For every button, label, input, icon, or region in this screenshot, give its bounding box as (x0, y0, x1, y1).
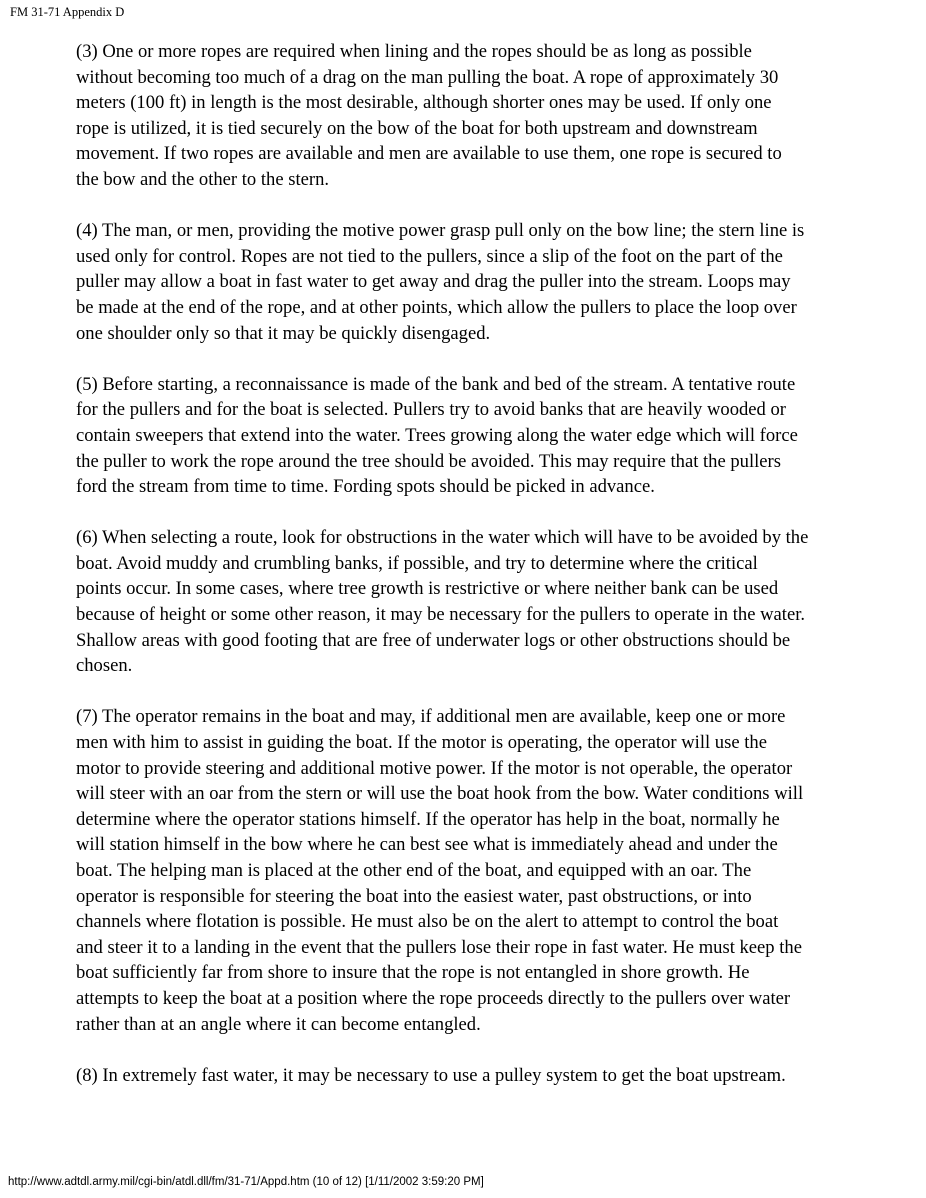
text-line: will station himself in the bow where he can best see what is immediately ahead and under the (76, 834, 778, 856)
text-line: boat sufficiently far from shore to insure that the rope is not entangled in shore growth. He (76, 962, 750, 984)
text-line: channels where flotation is possible. He must also be on the alert to attempt to control the boat (76, 911, 779, 933)
paragraph-4 (76, 218, 912, 346)
text-line: and steer it to a landing in the event that the pullers lose their rope in fast water. He must keep the (76, 936, 802, 958)
text-line: (3) One or more ropes are required when lining and the ropes should be as long as possible (76, 41, 752, 62)
page-header: FM 31-71 Appendix D (10, 5, 125, 19)
text-line: because of height or some other reason, it may be necessary for the pullers to operate in the water. (76, 604, 806, 626)
text-line: determine where the operator stations himself. If the operator has help in the boat, normally he (76, 808, 780, 830)
paragraph-8 (76, 1063, 912, 1089)
text-line: used only for control. Ropes are not tied to the pullers, since a slip of the foot on the part of the (76, 245, 783, 267)
paragraph-7 (76, 704, 912, 1037)
text-line: (4) The man, or men, providing the motive power grasp pull only on the bow line; the stern line is (76, 220, 805, 242)
text-line: contain sweepers that extend into the water. Trees growing along the water edge which will force (76, 424, 798, 446)
text-line: points occur. In some cases, where tree growth is restrictive or where neither bank can be used (76, 578, 779, 600)
text-line: chosen. (76, 655, 133, 677)
text-line: ford the stream from time to time. Fording spots should be picked in advance. (76, 476, 655, 498)
text-line: will steer with an oar from the stern or will use the boat hook from the bow. Water conditions will (76, 783, 804, 805)
paragraph-6 (76, 525, 912, 679)
page-footer-url: http://www.adtdl.army.mil/cgi-bin/atdl.dll/fm/31-71/Appd.htm (10 of 12) [1/11/2002 3:59:20 PM] (8, 1176, 484, 1188)
text-line: without becoming too much of a drag on the man pulling the boat. A rope of approximately 30 (76, 66, 779, 88)
text-line: rope is utilized, it is tied securely on the bow of the boat for both upstream and downstream (76, 117, 758, 139)
text-line: rather than at an angle where it can become entangled. (76, 1013, 481, 1035)
text-line: (6) When selecting a route, look for obstructions in the water which will have to be avoided by the (76, 527, 809, 549)
text-line: (8) In extremely fast water, it may be necessary to use a pulley system to get the boat upstream. (76, 1064, 786, 1086)
text-line: operator is responsible for steering the boat into the easiest water, past obstructions, or into (76, 885, 752, 907)
text-line: puller may allow a boat in fast water to get away and drag the puller into the stream. Loops may (76, 271, 791, 293)
text-line: one shoulder only so that it may be quickly disengaged. (76, 322, 491, 344)
text-line: (5) Before starting, a reconnaissance is made of the bank and bed of the stream. A tentative route (76, 373, 796, 395)
paragraph-5 (76, 372, 912, 500)
text-line: attempts to keep the boat at a position where the rope proceeds directly to the pullers over water (76, 987, 791, 1009)
text-line: motor to provide steering and additional motive power. If the motor is not operable, the operator (76, 757, 793, 779)
text-line: the puller to work the rope around the tree should be avoided. This may require that the pullers (76, 450, 781, 472)
text-line: boat. Avoid muddy and crumbling banks, if possible, and try to determine where the critical (76, 552, 758, 574)
text-line: meters (100 ft) in length is the most desirable, although shorter ones may be used. If only one (76, 92, 772, 114)
text-line: for the pullers and for the boat is selected. Pullers try to avoid banks that are heavily wooded or (76, 399, 786, 421)
text-line: (7) The operator remains in the boat and may, if additional men are available, keep one or more (76, 706, 786, 728)
text-line: be made at the end of the rope, and at other points, which allow the pullers to place the loop over (76, 296, 797, 318)
text-line: men with him to assist in guiding the boat. If the motor is operating, the operator will use the (76, 732, 767, 754)
text-line: boat. The helping man is placed at the other end of the boat, and equipped with an oar. The (76, 860, 752, 881)
document-body (76, 39, 912, 1114)
text-line: Shallow areas with good footing that are free of underwater logs or other obstructions should be (76, 629, 791, 651)
text-line: the bow and the other to the stern. (76, 168, 330, 190)
text-line: movement. If two ropes are available and men are available to use them, one rope is secured to (76, 143, 782, 165)
paragraph-3 (76, 39, 912, 193)
